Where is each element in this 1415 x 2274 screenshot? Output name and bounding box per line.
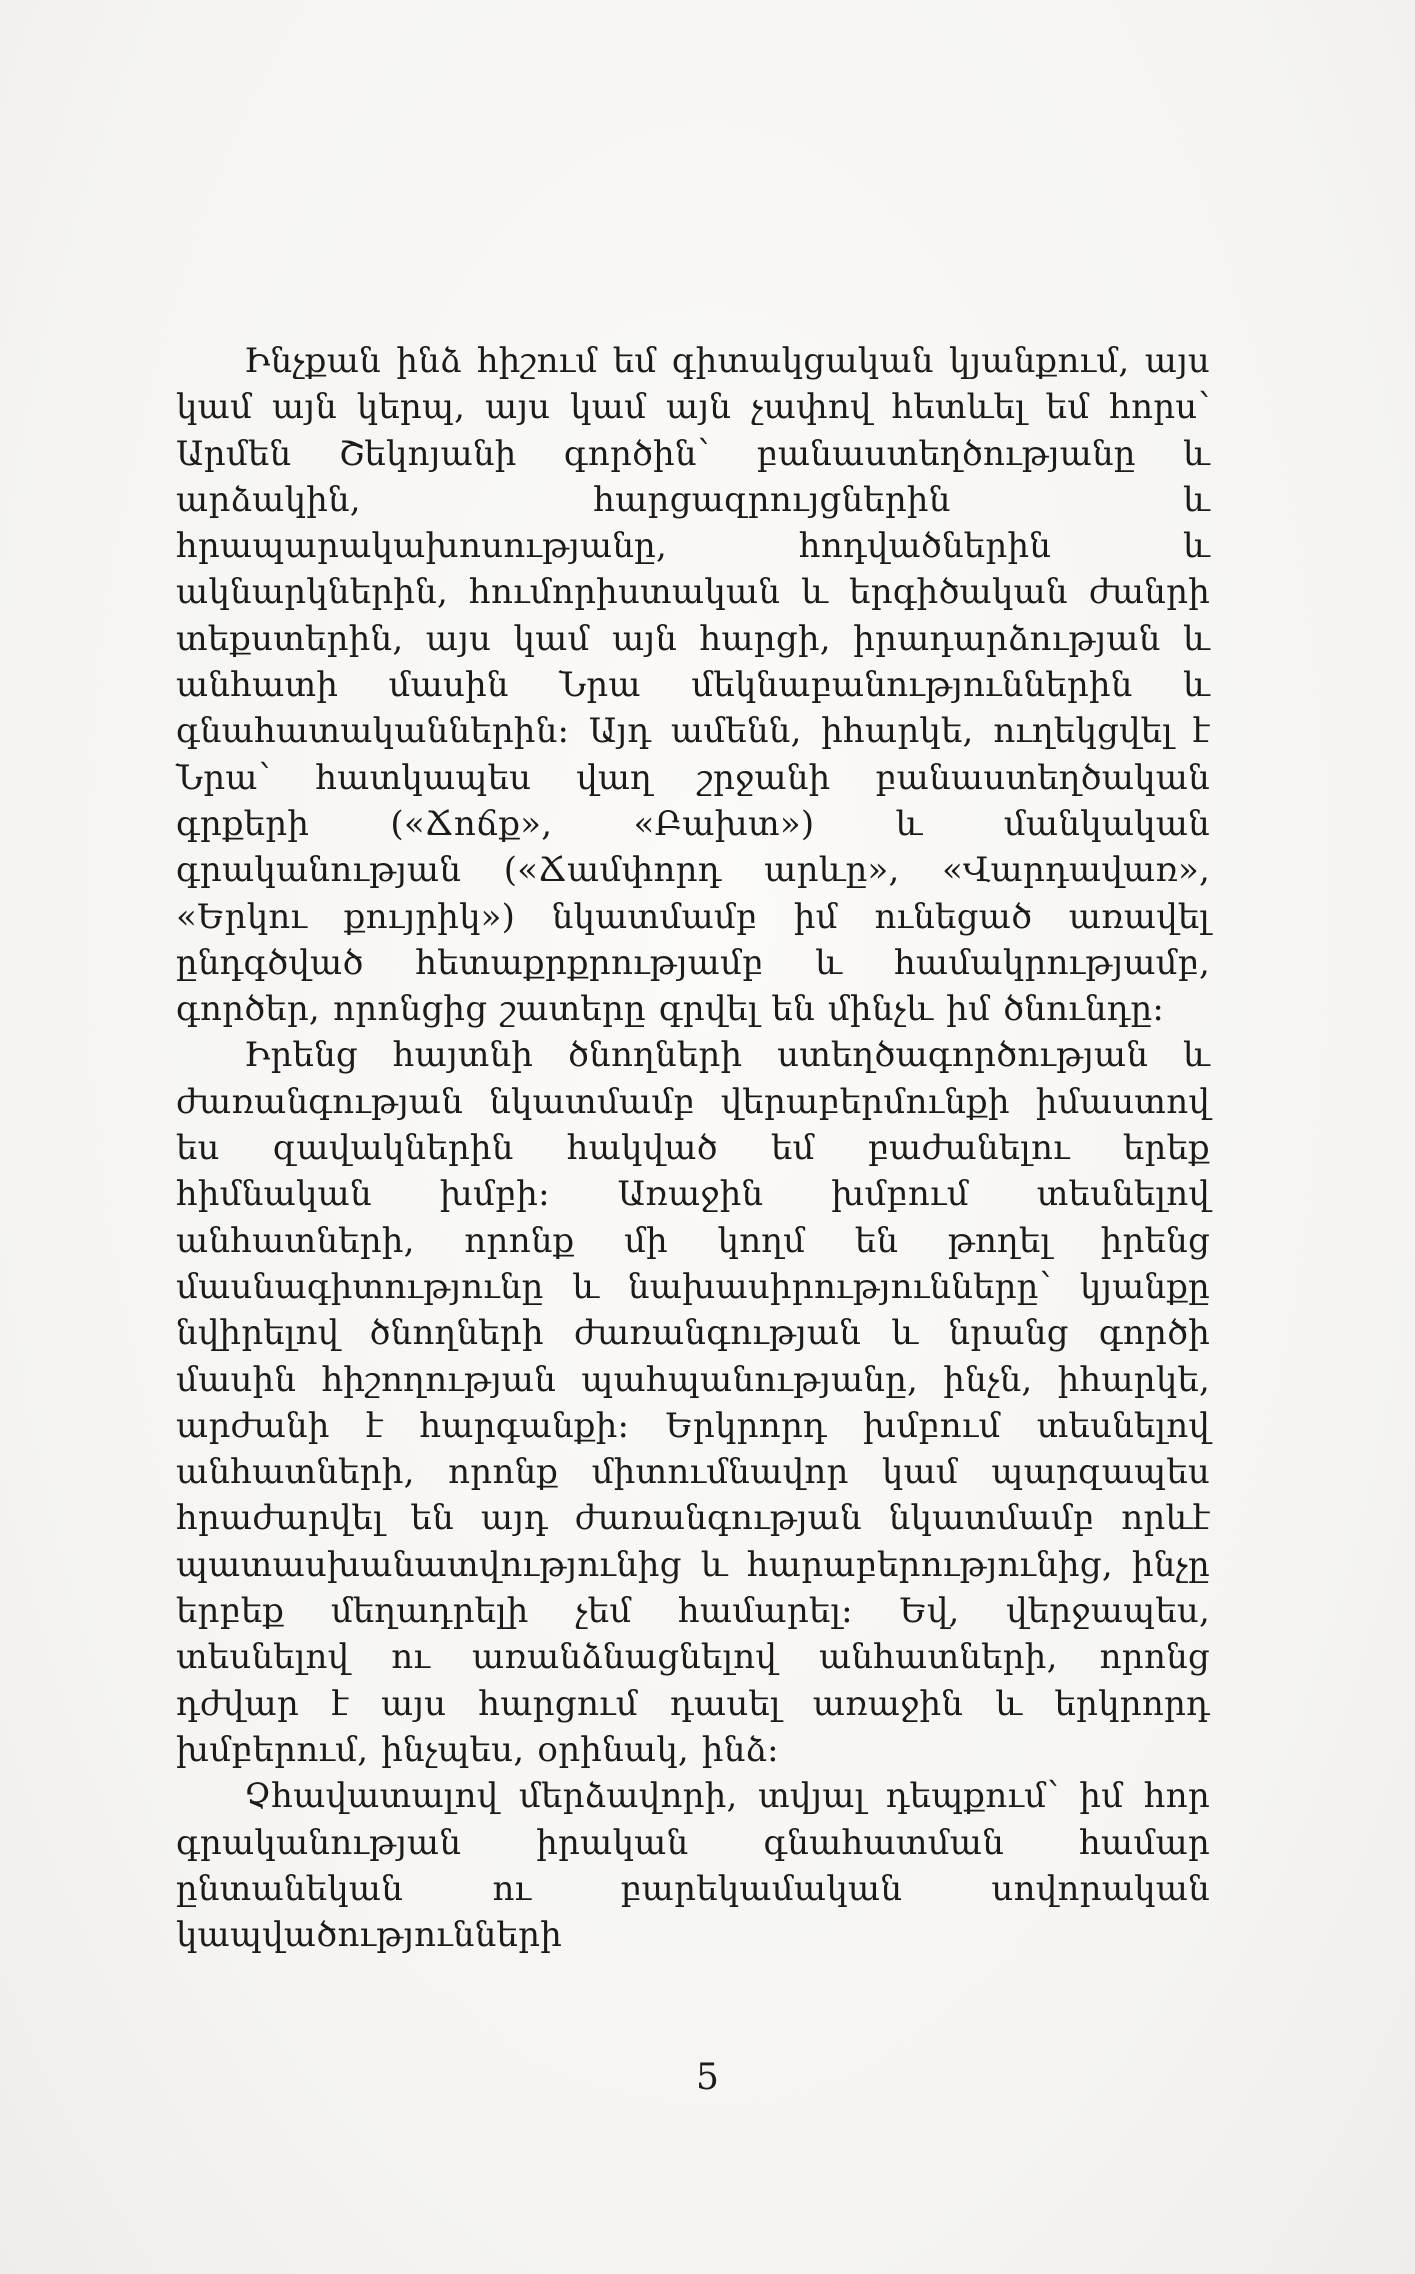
body-text [176,338,1210,1958]
paragraph-3: Չհավատալով մերձավորի, տվյալ դեպքում՝ իմ հոր գրականության իրական գնահատման համար ընտանեկան ու բարեկամական սովորական կապվածությունների [176,1776,1210,1956]
paragraph-2: Իրենց հայտնի ծնողների ստեղծագործության և ժառանգության նկատմամբ վերաբերմունքի իմաստով ես զավակներին հակված եմ բաժանելու երեք հիմնական խմբի: Առաջին խմբում տեսնելով անհատների, որոնք մի կողմ են թողել իրենց մասնագիտությունը և նախասիրությունները՝ կյանքը նվիրելով ծնողների ժառանգության և նրանց գործի մասին հիշողության պահպանությանը, ինչն, իհարկե, արժանի է հարգանքի: Երկրորդ խմբում տեսնելով անհատների, որոնք միտումնավոր կամ պարզապես հրաժարվել են այդ ժառանգության նկատմամբ որևէ պատասխանատվությունից և հարաբերությունից, ինչը երբեք մեղադրելի չեմ համարել: Եվ, վերջապես, տեսնելով ու առանձնացնելով անհատների, որոնց դժվար է այս հարցում դասել առաջին և երկրորդ խմբերում, ինչպես, օրինակ, ինձ: [176,1035,1210,1770]
paragraph-1: Ինչքան ինձ հիշում եմ գիտակցական կյանքում, այս կամ այն կերպ, այս կամ այն չափով հետևել եմ հորս՝ Արմեն Շեկոյանի գործին՝ բանաստեղծությանը և արձակին, հարցազրույցներին և հրապարակախոսությանը, հոդվածներին և ակնարկներին, հումորիստական և երգիծական ժանրի տեքստերին, այս կամ այն հարցի, իրադարձության և անհատի մասին Նրա մեկնաբանություններին և գնահատականներին: Այդ ամենն, իհարկե, ուղեկցվել է Նրա՝ հատկապես վաղ շրջանի բանաստեղծական գրքերի («Ճոճք», «Բախտ») և մանկական գրականության («Ճամփորդ արևը», «Վարդավառ», «Երկու քույրիկ») նկատմամբ իմ ունեցած առավել ընդգծված հետաքրքրությամբ և համակրությամբ, գործեր, որոնցից շատերը գրվել են մինչև իմ ծնունդը: [176,341,1210,1030]
page-number: 5 [696,2057,719,2098]
